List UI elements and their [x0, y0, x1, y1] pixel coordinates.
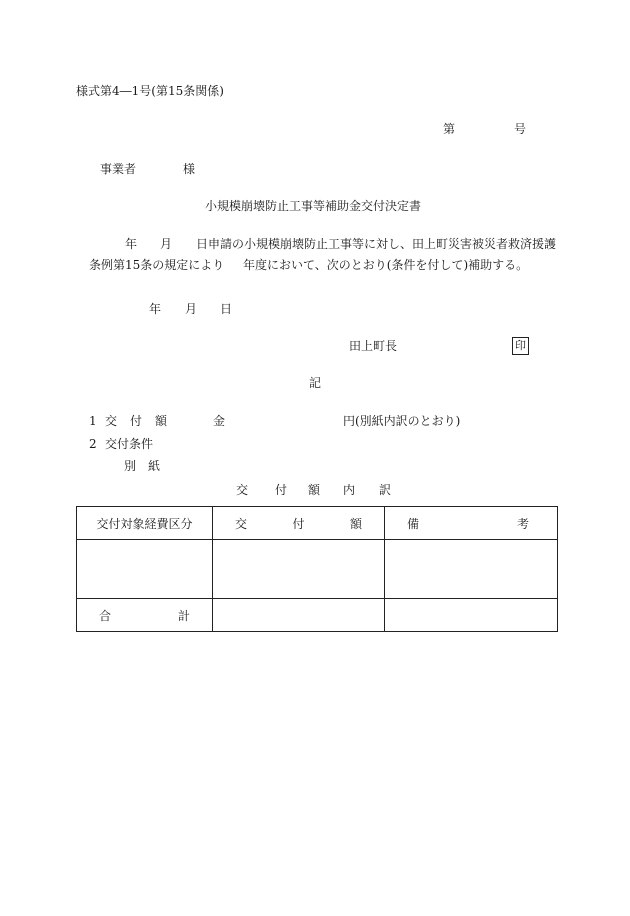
body-line2-part2: 年度において、次のとおり(条件を付して)補助する。: [243, 258, 529, 272]
total-label-cell: [77, 599, 213, 632]
seal-mark: 印: [512, 337, 529, 355]
form-number: 様式第4―1号(第15条関係): [76, 84, 224, 98]
item1-label-char: 交: [105, 414, 118, 428]
table-caption-char: 額: [308, 483, 321, 497]
date-year: 年: [149, 302, 162, 316]
document-title: 小規模崩壊防止工事等補助金交付決定書: [205, 199, 422, 213]
breakdown-table: [76, 506, 558, 632]
table-cell: [385, 540, 558, 599]
body-line2-part1: 条例第15条の規定により: [89, 258, 225, 272]
table-cell: [77, 540, 213, 599]
attachment-label: 別 紙: [124, 459, 161, 473]
item1-label-char: 額: [155, 414, 168, 428]
ki-heading: 記: [309, 376, 322, 390]
table-row: [77, 540, 558, 599]
total-label-char: 合: [99, 608, 112, 623]
date-month: 月: [185, 302, 198, 316]
total-label-char: 計: [177, 608, 190, 623]
item1-label-char: 付: [130, 414, 143, 428]
header-cell: [77, 507, 213, 540]
table-total-row: [77, 599, 558, 632]
header-remarks-char: 備: [407, 516, 420, 531]
header-remarks-char: 考: [516, 516, 529, 531]
table-header-row: [77, 507, 558, 540]
doc-number-suffix: 号: [514, 122, 527, 136]
addressee-honorific: 様: [183, 162, 196, 176]
table-caption-char: 訳: [379, 483, 392, 497]
header-cell: [385, 507, 558, 540]
item1-yen: 円(別紙内訳のとおり): [343, 414, 461, 428]
header-amount: [213, 515, 384, 532]
table-caption-char: 内: [343, 483, 356, 497]
table-caption-char: 交: [236, 483, 249, 497]
header-amount-char: 付: [292, 516, 305, 531]
header-cell: [213, 507, 385, 540]
table-cell: [385, 599, 558, 632]
item1-kin: 金: [213, 414, 226, 428]
date-day: 日: [220, 302, 233, 316]
item2-number: 2: [89, 437, 97, 451]
body-line1-rest: 日申請の小規模崩壊防止工事等に対し、田上町災害被災者救済援護: [196, 237, 557, 251]
table-cell: [213, 599, 385, 632]
body-month: 月: [160, 237, 173, 251]
table-cell: [213, 540, 385, 599]
total-label: [77, 607, 212, 624]
header-amount-char: 額: [349, 516, 362, 531]
item1-number: 1: [89, 414, 97, 428]
header-remarks: [385, 515, 557, 532]
doc-number-prefix: 第: [443, 122, 456, 136]
header-amount-char: 交: [235, 516, 248, 531]
item2-label: 交付条件: [105, 437, 154, 451]
table-caption-char: 付: [275, 483, 288, 497]
issuer-name: 田上町長: [349, 339, 398, 353]
body-year: 年: [125, 237, 138, 251]
addressee-label: 事業者: [100, 162, 137, 176]
header-expense-category: 交付対象経費区分: [96, 516, 193, 531]
